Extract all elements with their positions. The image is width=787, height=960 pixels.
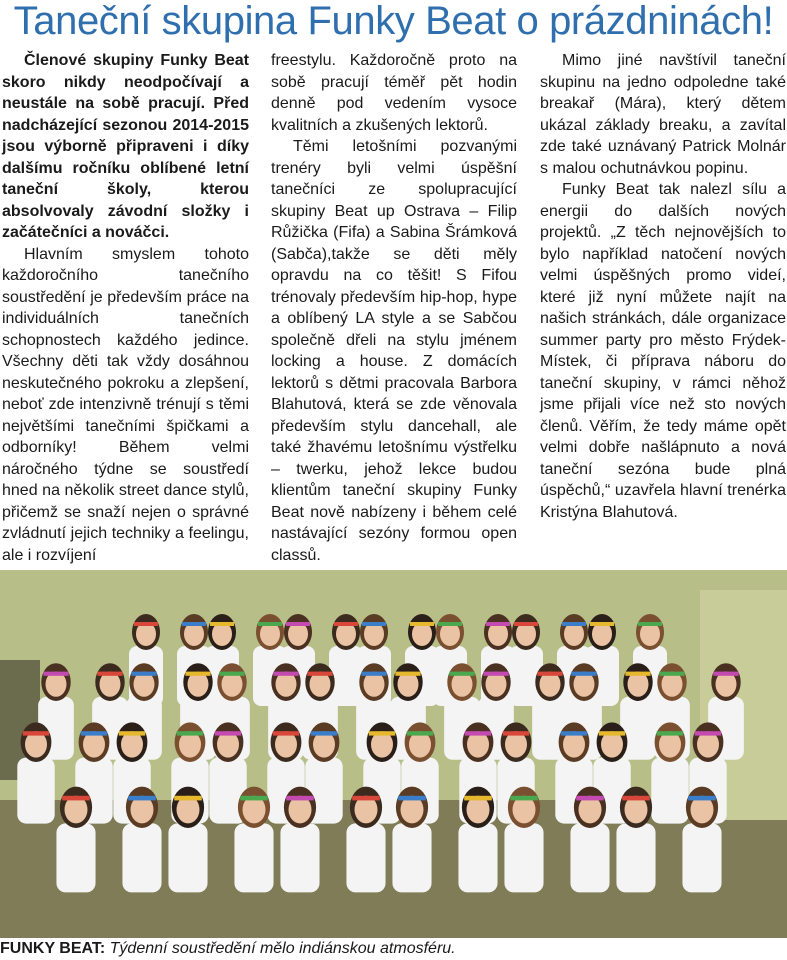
headband [258, 622, 282, 626]
dancer-figure [682, 787, 721, 893]
dancer-figure [17, 722, 54, 823]
dancer-figure [346, 787, 385, 893]
group-photo-illustration [0, 570, 787, 938]
dancer-figure [168, 787, 207, 893]
tshirt [17, 758, 54, 824]
headband [486, 622, 510, 626]
headband [128, 796, 156, 801]
headband [590, 622, 614, 626]
tshirt [234, 823, 273, 892]
headband [410, 622, 434, 626]
dancer-figure [280, 787, 319, 893]
headband [185, 672, 210, 676]
headband [119, 731, 145, 735]
headband [571, 672, 596, 676]
headband [638, 622, 662, 626]
headband [97, 672, 122, 676]
tshirt [616, 823, 655, 892]
headband [177, 731, 203, 735]
headband [576, 796, 604, 801]
dancer-figure [651, 722, 688, 823]
article-column-1 [2, 50, 249, 566]
body-paragraph: Funky Beat tak nalezl sílu a energii do dalších nových projektů. „Z těch nejnovějších to bylo například natočení nových velmi úspěšných promo videí, které již nyní můžete najít na našich stránkách, dále organizace summer party pro město Frýdek-Místek, či příprava náboru do taneční skupiny, v rámci něhož jsme přijali více než sto nových členů. Věřím, že tedy máme opět velmi dobře našlápnuto a nová taneční sezóna bude plná úspěchů,“ uzavřela hlavní trenérka Kristýna Blahutová. [540, 181, 786, 521]
headband [438, 622, 462, 626]
tshirt [682, 823, 721, 892]
headband [465, 731, 491, 735]
dancer-figure [458, 787, 497, 893]
headband [464, 796, 492, 801]
headband [23, 731, 49, 735]
article-column-2 [271, 50, 517, 566]
headband [514, 622, 538, 626]
headband [407, 731, 433, 735]
headband [483, 672, 508, 676]
dancer-figure [616, 787, 655, 893]
headband [398, 796, 426, 801]
dancer-figure [234, 787, 273, 893]
caption-label: FUNKY BEAT: [0, 940, 106, 957]
body-paragraph: Hlavním smyslem tohoto každoročního tanečního soustředění je především práce na individuálních tanečních schopnostech každého jedince. Všechny děti tak vždy dosáhnou neskutečného pokroku a zlepšení, neboť zde intenzivně trénují s těmi největšími tanečními špičkami a odborníky! Během velmi náročného týdne se soustředí hned na několik street dance stylů, přičemž se snaží nejen o správné zvládnutí jejich techniky a feelingu, ale i rozvíjení [2, 245, 249, 564]
tshirt [504, 823, 543, 892]
tshirt [651, 758, 688, 824]
headband [62, 796, 90, 801]
headband [622, 796, 650, 801]
group-photo [0, 570, 787, 938]
headband [361, 672, 386, 676]
headband [659, 672, 684, 676]
headband [503, 731, 529, 735]
body-paragraph: Mimo jiné navštívil taneční skupinu na jedno odpoledne také breakař (Mára), který dětem ukázal základy breaku, a zavítal zde také uznávaný Patrick Molnár s malou ochutnávkou popinu. [540, 52, 786, 177]
headband [561, 731, 587, 735]
headband [307, 672, 332, 676]
headband [352, 796, 380, 801]
headband [174, 796, 202, 801]
headband [273, 672, 298, 676]
tshirt [56, 823, 95, 892]
headband [286, 622, 310, 626]
headband [311, 731, 337, 735]
dancer-figure [122, 787, 161, 893]
headband [81, 731, 107, 735]
tshirt [458, 823, 497, 892]
headband [369, 731, 395, 735]
dancer-figure [504, 787, 543, 893]
continued-paragraph: freestylu. Každoročně proto na sobě pracují téměř pět hodin denně pod vedením vysoce kvalitních a zkušených lektorů. [271, 52, 517, 134]
headband [695, 731, 721, 735]
headband [43, 672, 68, 676]
headband [219, 672, 244, 676]
headband [713, 672, 738, 676]
headband [362, 622, 386, 626]
tshirt [280, 823, 319, 892]
headband [286, 796, 314, 801]
headband [599, 731, 625, 735]
dancer-figure [570, 787, 609, 893]
headband [131, 672, 156, 676]
headband [134, 622, 158, 626]
headband [334, 622, 358, 626]
photo-caption [0, 938, 787, 960]
tshirt [570, 823, 609, 892]
headband [625, 672, 650, 676]
headband [273, 731, 299, 735]
headband [510, 796, 538, 801]
headband [449, 672, 474, 676]
body-paragraph: Těmi letošními pozvanými trenéry byli velmi úspěšní tanečníci ze spolupracující skupiny Beat up Ostrava – Filip Růžička (Fifa) a Sabina Šrámková (Sabča),takže se děti měly opravdu na co těšit! S Fifou trénovaly především hip-hop, hype a oblíbený LA style a se Sabčou společně dřeli na stylu jménem locking a house. Z domácích lektorů s dětmi pracovala Barbora Blahutová, která se zde věnovala především stylu dancehall, ale také žhavému letošnímu výstřelku – twerku, jehož lekce budou klientům taneční skupiny Funky Beat nově nabízeny i během celé nastávající sezóny formou open classů. [271, 138, 517, 564]
tshirt [168, 823, 207, 892]
headband [562, 622, 586, 626]
headband [182, 622, 206, 626]
lead-paragraph: Členové skupiny Funky Beat skoro nikdy neodpočívají a neustále na sobě pracují. Před nadcházející sezonou 2014-2015 jsou výborně připraveni i díky dalšímu ročníku oblíbené letní taneční školy, kterou absolvovaly závodní složky i začátečníci a nováčci. [2, 52, 249, 241]
headband [395, 672, 420, 676]
headband [240, 796, 268, 801]
headband [210, 622, 234, 626]
dancer-figure [392, 787, 431, 893]
headband [537, 672, 562, 676]
tshirt [346, 823, 385, 892]
caption-text: Týdenní soustředění mělo indiánskou atmosféru. [109, 940, 456, 957]
headband [215, 731, 241, 735]
headband [657, 731, 683, 735]
dancer-figure [56, 787, 95, 893]
article-column-3 [540, 50, 786, 523]
tshirt [392, 823, 431, 892]
tshirt [122, 823, 161, 892]
headband [688, 796, 716, 801]
headline: Taneční skupina Funky Beat o prázdninách! [13, 0, 774, 43]
